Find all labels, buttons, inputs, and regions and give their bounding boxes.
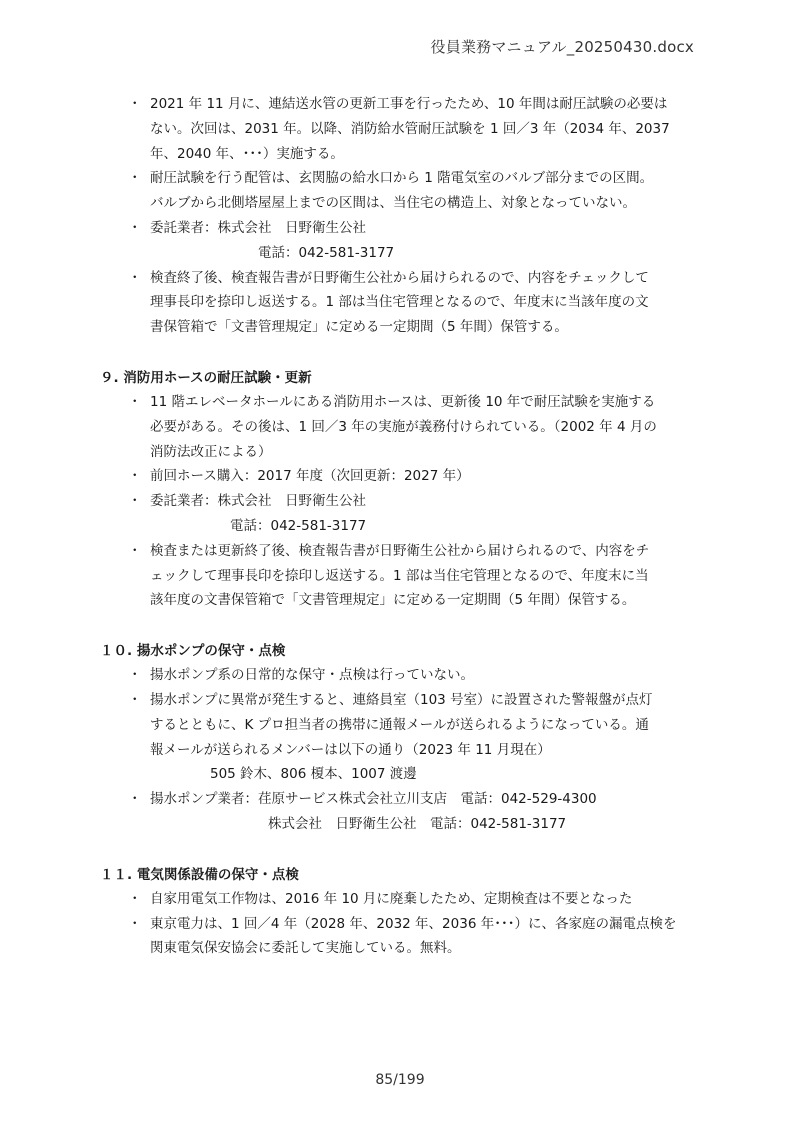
text-line: 自家用電気工作物は、2016 年 10 月に廃棄したため、定期検査は不要となった [150,890,633,907]
document-body [0,92,800,987]
section-continued [0,92,800,340]
bullet-dot-icon: ・ [128,468,142,485]
section-title: 消防用ホースの耐圧試験・更新 [123,369,312,386]
text-line: 電話：042-581-3177 [258,244,395,261]
list-item [0,92,800,166]
list-item [0,489,800,539]
text-line: バルブから北側塔屋屋上までの区間は、当住宅の構造上、対象となっていない。 [150,195,636,212]
bullet-dot-icon: ・ [128,269,142,286]
text-line: 揚水ポンプ系の日常的な保守・点検は行っていない。 [150,667,474,684]
section-10 [0,639,800,837]
bullet-dot-icon: ・ [128,96,142,112]
bullet-dot-icon: ・ [128,542,142,559]
section-number: １１. [100,866,133,883]
bullet-dot-icon: ・ [128,691,142,708]
list-item [0,912,800,962]
text-line: ェックして理事長印を捺印し返送する。1 部は当住宅管理となるので、年度末に当 [150,567,649,584]
text-line: するとともに、K プロ担当者の携帯に通報メールが送られるようになっている。通 [150,716,649,733]
bullet-dot-icon: ・ [128,493,142,510]
page-number: 85/199 [375,1072,425,1088]
text-line: 検査または更新終了後、検査報告書が日野衛生公社から届けられるので、内容をチ [150,542,650,559]
text-line: 該年度の文書保管箱で「文書管理規定」に定める一定期間（5 年間）保管する。 [150,592,636,609]
section-number: １０. [100,643,133,660]
text-line: 耐圧試験を行う配管は、玄関脇の給水口から 1 階電気室のバルブ部分までの区間。 [150,170,654,187]
section-heading [100,639,800,663]
list-item [0,663,800,688]
list-item [0,887,800,912]
text-line: 書保管箱で「文書管理規定」に定める一定期間（5 年間）保管する。 [150,319,568,336]
section-title: 電気関係設備の保守・点検 [136,866,299,883]
list-item [0,266,800,340]
text-line: 必要がある。その後は、1 回／3 年の実施が義務付けられている。（2002 年 4 月の [150,418,657,435]
text-line: 東京電力は、1 回／4 年（2028 年、2032 年、2036 年･･･）に、各家庭の漏電点検を [150,915,677,932]
list-item [0,166,800,216]
text-line: 電話：042-581-3177 [230,517,367,534]
text-line: 検査終了後、検査報告書が日野衛生公社から届けられるので、内容をチェックして [150,269,649,286]
text-line: 505 鈴木、806 榎本、1007 渡邊 [210,766,417,783]
text-line: 揚水ポンプに異常が発生すると、連絡員室（103 号室）に設置された警報盤が点灯 [150,691,653,708]
section-9 [0,366,800,613]
text-line: 年、2040 年、･･･）実施する。 [150,145,344,162]
section-number: ９. [100,369,119,386]
bullet-dot-icon: ・ [128,915,142,932]
list-item [0,787,800,837]
text-line: 報メールが送られるメンバーは以下の通り（2023 年 11 月現在） [150,741,551,758]
section-heading [100,366,800,390]
section-11 [0,863,800,961]
list-item [0,539,800,613]
text-line: 理事長印を捺印し返送する。1 部は当住宅管理となるので、年度末に当該年度の文 [150,294,649,311]
list-item [0,390,800,464]
text-line: 関東電気保安協会に委託して実施している。無料。 [150,940,461,957]
list-item [0,464,800,489]
text-line: 11 階エレベータホールにある消防用ホースは、更新後 10 年で耐圧試験を実施する [150,393,656,410]
bullet-dot-icon: ・ [128,890,142,907]
section-heading [100,863,800,887]
text-line: 委託業者：株式会社 日野衛生公社 [150,219,366,236]
text-line: ない。次回は、2031 年。以降、消防給水管耐圧試験を 1 回／3 年（2034 年、2037 [150,120,670,137]
text-line: 前回ホース購入：2017 年度（次回更新：2027 年） [150,468,470,485]
bullet-dot-icon: ・ [128,170,142,187]
text-line: 消防法改正による） [150,443,272,460]
list-item [0,216,800,266]
document-filename: 役員業務マニュアル_20250430.docx [430,38,694,56]
section-title: 揚水ポンプの保守・点検 [136,643,286,660]
list-item [0,688,800,787]
text-line: 株式会社 日野衛生公社 電話：042-581-3177 [268,815,567,832]
bullet-dot-icon: ・ [128,219,142,236]
text-line: 揚水ポンプ業者：荏原サービス株式会社立川支店 電話：042-529-4300 [150,791,597,808]
text-line: 2021 年 11 月に、連結送水管の更新工事を行ったため、10 年間は耐圧試験の必要は [150,96,668,112]
text-line: 委託業者：株式会社 日野衛生公社 [150,493,366,510]
bullet-dot-icon: ・ [128,667,142,684]
bullet-dot-icon: ・ [128,791,142,808]
bullet-dot-icon: ・ [128,393,142,410]
